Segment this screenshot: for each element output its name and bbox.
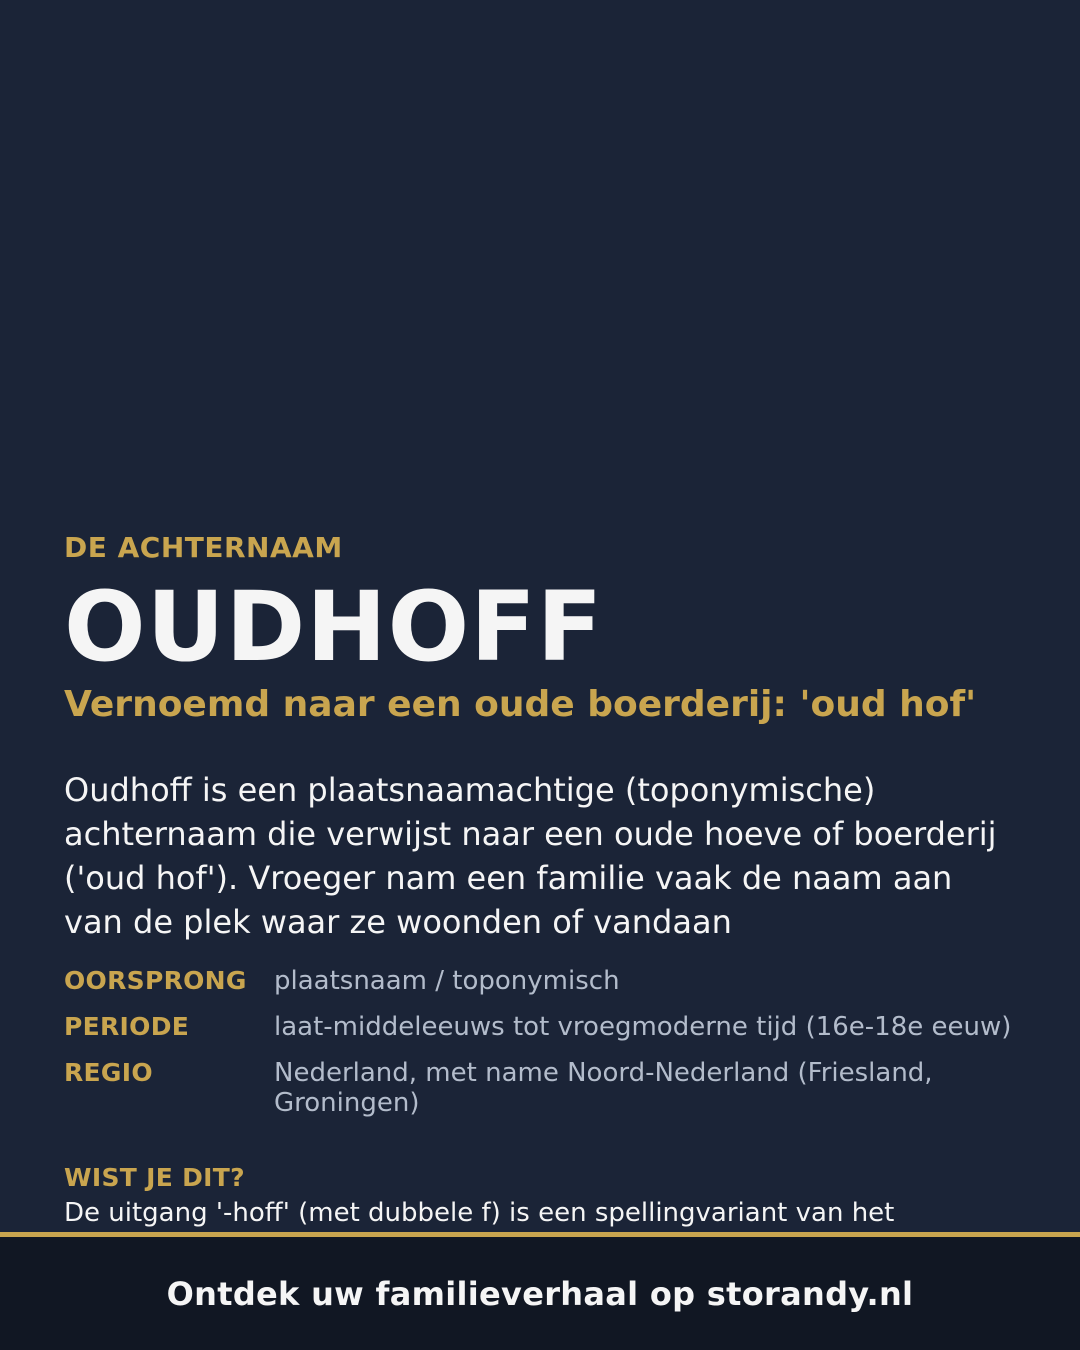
fact-row-region <box>64 1057 1016 1118</box>
surname-card <box>64 0 1016 1232</box>
surname-title: OUDHOFF <box>64 571 604 683</box>
fact-value: Nederland, met name Noord-Nederland (Friesland, Groningen) <box>274 1058 933 1118</box>
did-you-know-text: De uitgang '-hoff' (met dubbele f) is een spellingvariant van het <box>64 1198 895 1228</box>
fact-label: REGIO <box>64 1058 153 1087</box>
fact-label: PERIODE <box>64 1012 190 1041</box>
surname-tagline: Vernoemd naar een oude boerderij: 'oud hof' <box>64 684 977 725</box>
fact-row-period <box>64 1011 1016 1043</box>
footer-cta: Ontdek uw familieverhaal op storandy.nl <box>166 1274 914 1313</box>
fact-value: plaatsnaam / toponymisch <box>274 966 620 996</box>
fact-label: OORSPRONG <box>64 966 247 995</box>
did-you-know-title: WIST JE DIT? <box>64 1163 245 1192</box>
surname-description: Oudhoff is een plaatsnaamachtige (toponymische) achternaam die verwijst naar een oude hoeve of boerderij ('oud hof'). Vroeger nam een familie vaak de naam aan van de plek waar ze woonden of vandaan <box>64 771 997 941</box>
facts-list <box>64 965 1016 1132</box>
eyebrow-label: DE ACHTERNAAM <box>64 531 343 564</box>
fact-value: laat-middeleeuws tot vroegmoderne tijd (16e-18e eeuw) <box>274 1012 1012 1042</box>
fact-row-origin <box>64 965 1016 997</box>
footer-banner <box>0 1232 1080 1350</box>
